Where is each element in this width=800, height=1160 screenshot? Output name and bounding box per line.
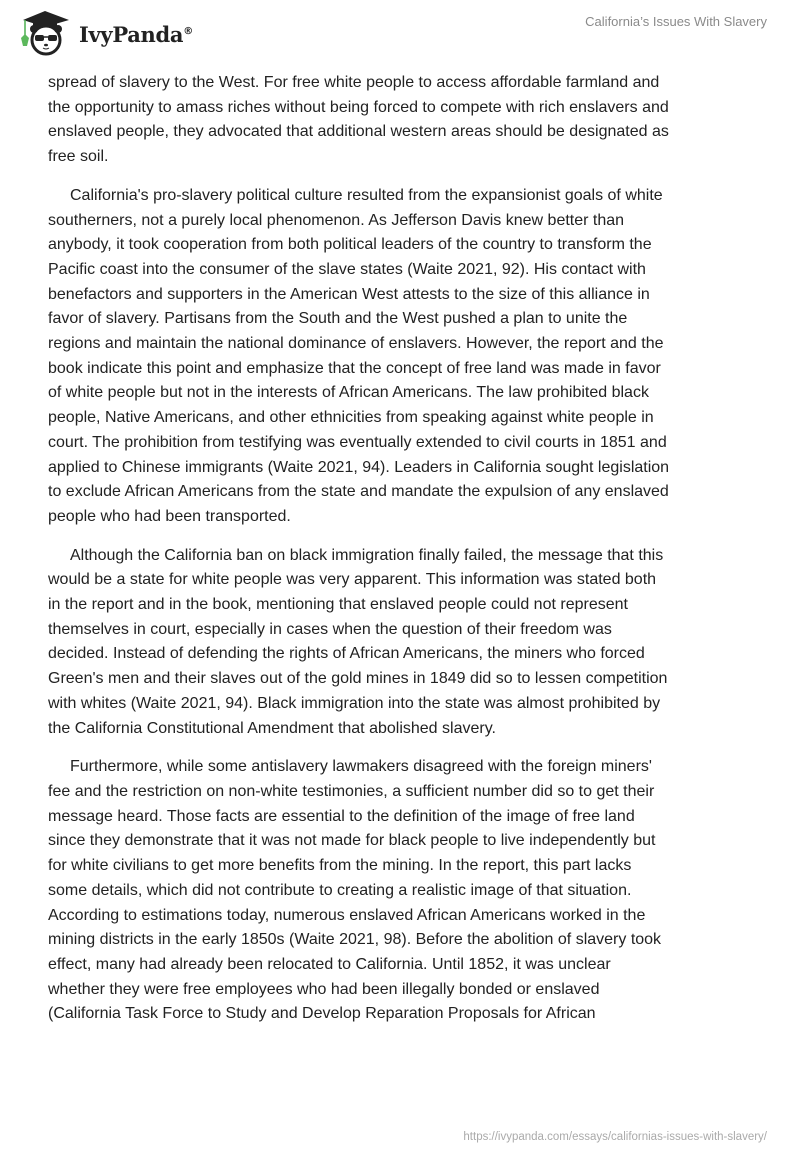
text-line: California's pro-slavery political culture resulted from the expansionist goals of white <box>70 186 663 204</box>
document-title: California’s Issues With Slavery <box>585 14 767 29</box>
text-line: the opportunity to amass riches without being forced to compete with rich enslavers and <box>48 98 669 116</box>
text-line: message heard. Those facts are essential to the definition of the image of free land <box>48 807 635 825</box>
text-line: some details, which did not contribute to creating a realistic image of that situation. <box>48 881 632 899</box>
text-line: applied to Chinese immigrants (Waite 2021, 94). Leaders in California sought legislation <box>48 458 670 476</box>
text-line: Pacific coast into the consumer of the slave states (Waite 2021, 92). His contact with <box>48 260 646 278</box>
text-line: people who had been transported. <box>48 507 291 525</box>
text-line: (California Task Force to Study and Develop Reparation Proposals for African <box>48 1005 596 1023</box>
text-line: effect, many had already been relocated to California. Until 1852, it was unclear <box>48 955 611 973</box>
text-line: spread of slavery to the West. For free white people to access affordable farmland and <box>48 74 660 91</box>
registered-mark: ® <box>183 25 193 37</box>
text-line: regions and maintain the national dominance of enslavers. However, the report and the <box>48 335 664 353</box>
paragraph <box>48 71 758 170</box>
panda-graduate-icon <box>15 8 75 56</box>
text-line: of white people but not in the interests of African Americans. The law prohibited black <box>48 384 649 402</box>
text-line: to exclude African Americans from the state and mandate the expulsion of any enslaved <box>48 483 669 501</box>
text-line: Green's men and their slaves out of the gold mines in 1849 did so to lessen competition <box>48 670 668 688</box>
essay-body <box>48 71 758 1041</box>
text-line: court. The prohibition from testifying was eventually extended to civil courts in 1851 and <box>48 433 667 451</box>
text-line: fee and the restriction on non-white testimonies, a sufficient number did so to get their <box>48 782 655 800</box>
ivypanda-logo[interactable] <box>15 8 193 56</box>
text-line: people, Native Americans, and other ethnicities from speaking against white people in <box>48 409 654 427</box>
text-line: anybody, it took cooperation from both political leaders of the country to transform the <box>48 236 652 254</box>
text-line: favor of slavery. Partisans from the South and the West pushed a plan to unite the <box>48 310 628 328</box>
text-line: book indicate this point and emphasize that the concept of free land was made in favor <box>48 359 661 377</box>
source-url[interactable]: https://ivypanda.com/essays/californias-issues-with-slavery/ <box>463 1131 767 1143</box>
paragraph <box>48 184 758 530</box>
text-line: for white civilians to get more benefits from the mining. In the report, this part lacks <box>48 857 632 875</box>
text-line: would be a state for white people was very apparent. This information was stated both <box>48 571 657 589</box>
page-header <box>0 0 800 60</box>
text-line: the California Constitutional Amendment that abolished slavery. <box>48 719 496 737</box>
text-line: decided. Instead of defending the rights of African Americans, the miners who forced <box>48 645 645 663</box>
text-line: in the report and in the book, mentioning that enslaved people could not represent <box>48 596 628 614</box>
text-line: According to estimations today, numerous enslaved African Americans worked in the <box>48 906 646 924</box>
paragraph <box>48 544 758 742</box>
text-line: whether they were free employees who had been illegally bonded or enslaved <box>48 980 600 998</box>
text-line: with whites (Waite 2021, 94). Black immigration into the state was almost prohibited by <box>48 694 661 712</box>
text-line: southerners, not a purely local phenomenon. As Jefferson Davis knew better than <box>48 211 625 229</box>
paragraph <box>48 755 758 1027</box>
text-line: mining districts in the early 1850s (Waite 2021, 98). Before the abolition of slavery took <box>48 931 662 949</box>
text-line: Furthermore, while some antislavery lawmakers disagreed with the foreign miners' <box>70 758 652 776</box>
text-line: enslaved people, they advocated that additional western areas should be designated as <box>48 123 669 141</box>
text-line: Although the California ban on black immigration finally failed, the message that this <box>70 546 664 564</box>
logo-text: IvyPanda® <box>79 21 193 47</box>
text-line: since they demonstrate that it was not made for black people to live independently but <box>48 832 656 850</box>
text-line: benefactors and supporters in the American West attests to the size of this alliance in <box>48 285 650 303</box>
text-line: themselves in court, especially in cases when the question of their freedom was <box>48 620 612 638</box>
text-line: free soil. <box>48 148 109 166</box>
